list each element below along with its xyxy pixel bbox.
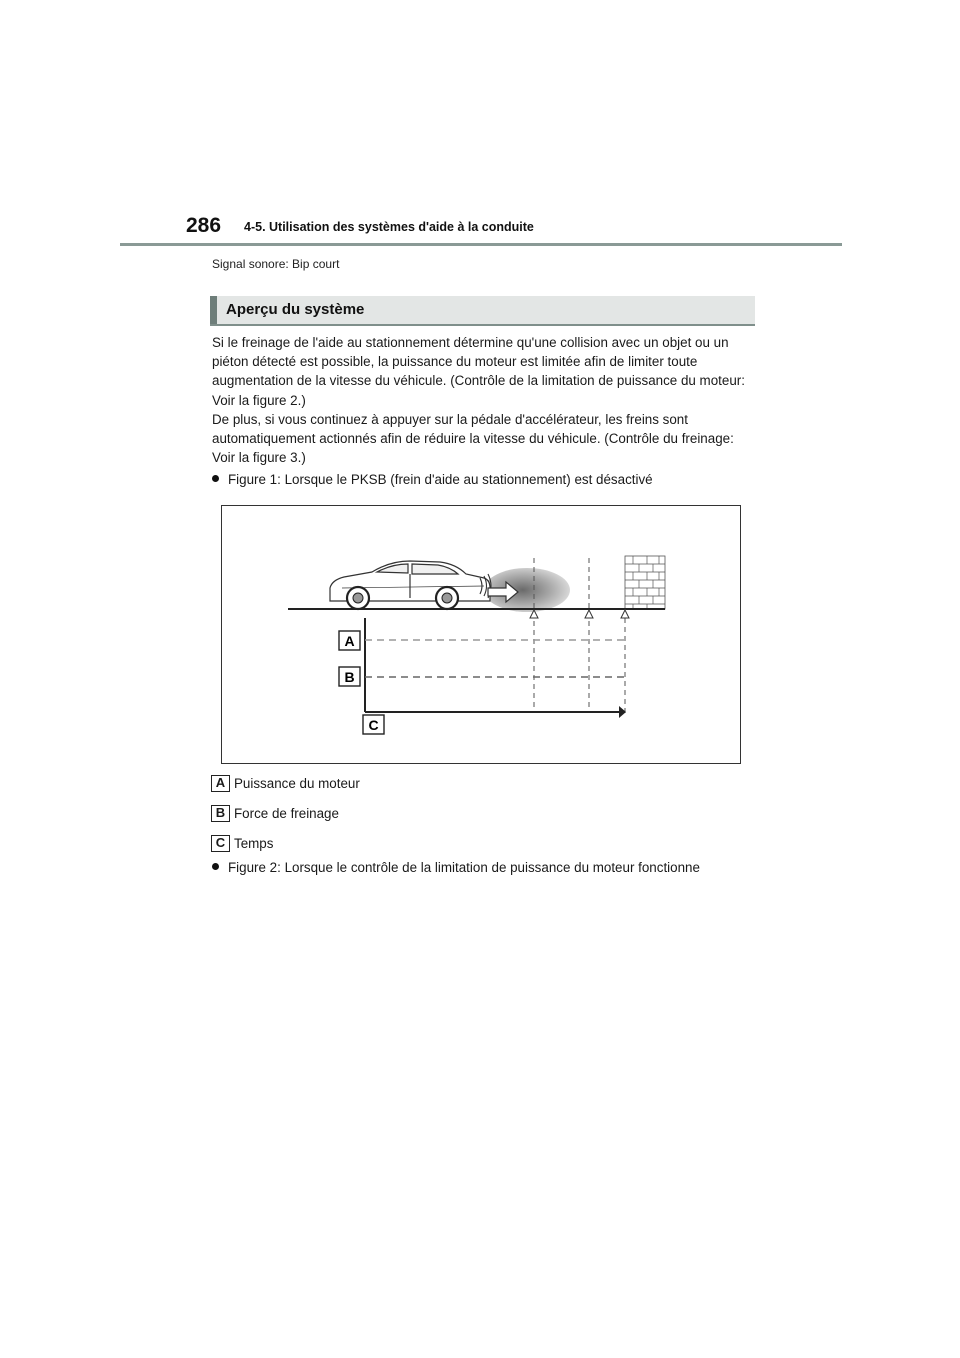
figure-1-svg: [222, 506, 742, 765]
bullet-figure-1: [212, 472, 653, 487]
figure-label-c-text: C: [368, 717, 379, 733]
figure-label-a-text: A: [344, 633, 355, 649]
chapter-title: 4-5. Utilisation des systèmes d'aide à la conduite: [244, 220, 534, 234]
section-heading-bar: [210, 296, 755, 326]
legend-key-b: B: [211, 805, 230, 822]
bullet-dot-icon: [212, 863, 219, 870]
figure-1-diagram: [221, 505, 741, 764]
figure-label-b: [339, 667, 360, 686]
figure-label-b-text: B: [344, 669, 355, 685]
bullet-figure-1-text: Figure 1: Lorsque le PKSB (frein d'aide au stationnement) est désactivé: [228, 472, 653, 487]
legend-row-b: [211, 803, 339, 823]
signal-text: Signal sonore: Bip court: [212, 257, 340, 271]
bullet-figure-2: [212, 860, 700, 875]
section-title: Aperçu du système: [226, 301, 365, 318]
x-axis-arrow-icon: [619, 706, 626, 718]
brick-wall-icon: [625, 556, 665, 609]
legend-text-c: Temps: [234, 835, 274, 851]
bullet-dot-icon: [212, 475, 219, 482]
figure-label-a: [339, 631, 360, 650]
body-text: [212, 333, 757, 467]
legend-text-b: Force de freinage: [234, 805, 339, 821]
body-paragraph-2: De plus, si vous continuez à appuyer sur la pédale d'accélérateur, les freins sont automatiquement actionnés afin de réduire la vitesse du véhicule. (Contrôle du freinage: Voir la figure 3.): [212, 411, 734, 466]
legend-key-a: A: [211, 775, 230, 792]
page-number: 286: [186, 214, 222, 237]
legend-row-a: [211, 773, 360, 793]
bullet-figure-2-text: Figure 2: Lorsque le contrôle de la limitation de puissance du moteur fonctionne: [228, 860, 700, 875]
header-rule: [120, 243, 842, 246]
legend-key-c: C: [211, 835, 230, 852]
legend-row-c: [211, 833, 273, 853]
car-icon: [330, 561, 490, 609]
figure-label-c: [363, 715, 384, 734]
legend-text-a: Puissance du moteur: [234, 775, 360, 791]
body-paragraph-1: Si le freinage de l'aide au stationnement détermine qu'une collision avec un objet ou un piéton détecté est possible, la puissance du moteur est limitée afin de limiter toute augmentation de la vitesse du véhicule. (Contrôle de la limitation de puissance du moteur: Voir la figure 2.): [212, 335, 745, 408]
position-markers: [530, 610, 629, 618]
